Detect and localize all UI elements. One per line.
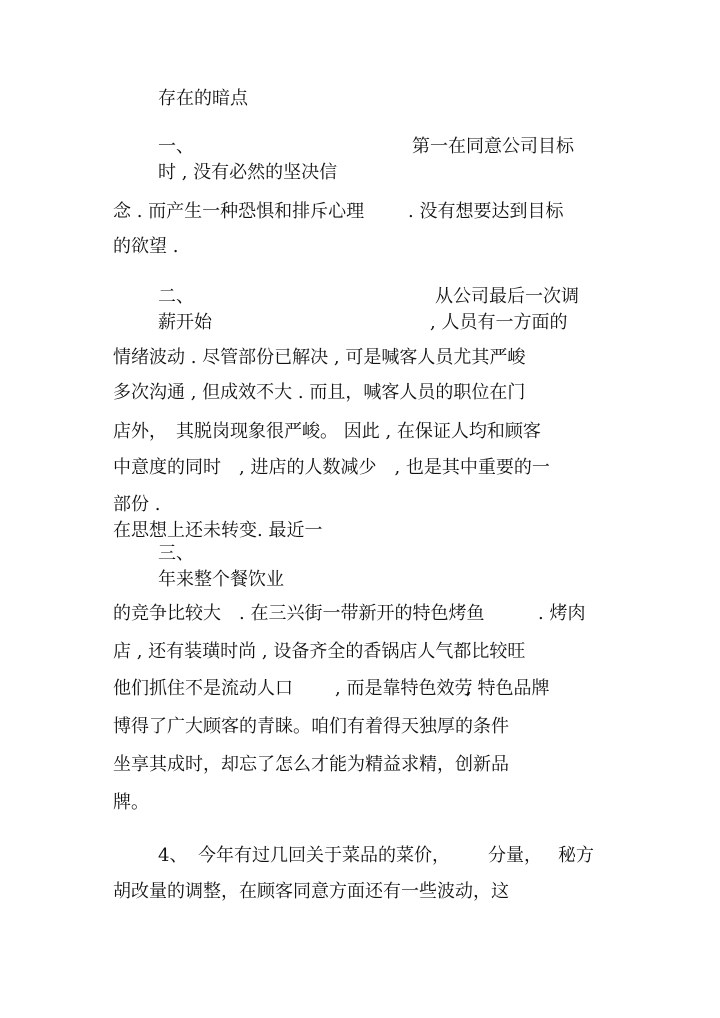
text-line-15-segment-1: 的竞争比较大 . 在三兴街一带新开的特色烤鱼: [113, 603, 485, 624]
text-line-16-segment-1: 店 , 还有装璜时尚 , 设备齐全的香锅店人气都比较旺: [113, 641, 526, 662]
text-line-4-segment-1: 念 . 而产生一种恐惧和排斥心理: [113, 201, 365, 222]
text-line-15-segment-2: . 烤肉: [538, 603, 586, 624]
text-line-19-segment-1: 坐享其成时，却忘了怎么才能为精益求精，创新品: [113, 754, 509, 775]
text-line-21-segment-1: 4、: [158, 845, 188, 866]
text-line-6-segment-2: 从公司最后一次调: [435, 286, 579, 307]
text-line-21-segment-3: 分量，: [488, 845, 542, 866]
text-line-21-segment-4: 秘方: [558, 845, 594, 866]
text-line-17-segment-3: , 特色品牌: [466, 678, 550, 699]
text-line-12-segment-1: 部份 .: [113, 494, 161, 515]
text-line-10-segment-1: 店外， 其脱岗现象很严峻。 因此 , 在保证人均和顾客: [113, 421, 541, 442]
text-line-13-segment-2: 在思想上还未转变. 最近一: [113, 520, 323, 541]
text-line-22-segment-1: 胡改量的调整，在顾客同意方面还有一些波动，这: [113, 881, 509, 902]
text-line-5-segment-1: 的欲望 .: [113, 236, 179, 257]
text-line-7-segment-2: , 人员有一方面的: [430, 312, 568, 333]
text-line-21-segment-2: 今年有过几回关于菜品的菜价，: [198, 845, 450, 866]
text-line-3-segment-1: 时 , 没有必然的坚决信: [158, 162, 338, 183]
text-line-2-segment-2: 第一在同意公司目标: [412, 136, 574, 157]
text-line-11-segment-1: 中意度的同时 , 进店的人数减少 , 也是其中重要的一: [113, 457, 550, 478]
text-line-4-segment-2: . 没有想要达到目标: [408, 201, 564, 222]
text-line-17-segment-1: 他们抓住不是流动人口: [113, 678, 293, 699]
text-line-2-segment-1: 一、: [158, 136, 194, 157]
text-line-1-segment-1: 存在的暗点: [158, 88, 248, 109]
text-line-14-segment-1: 年来整个餐饮业: [158, 569, 284, 590]
text-line-8-segment-1: 情绪波动 . 尽管部份已解决 , 可是喊客人员尤其严峻: [113, 347, 526, 368]
text-line-18-segment-1: 博得了广大顾客的青睐。咱们有着得天独厚的条件: [113, 716, 509, 737]
text-line-6-segment-1: 二、: [158, 286, 194, 307]
text-line-20-segment-1: 牌。: [113, 792, 149, 813]
text-line-13-segment-1: 三、: [158, 543, 194, 564]
text-line-17-segment-2: , 而是靠特色效劳: [335, 678, 473, 699]
text-line-7-segment-1: 薪开始: [158, 312, 212, 333]
text-line-9-segment-1: 多次沟通 , 但成效不大 . 而且，喊客人员的职位在门: [113, 382, 526, 403]
